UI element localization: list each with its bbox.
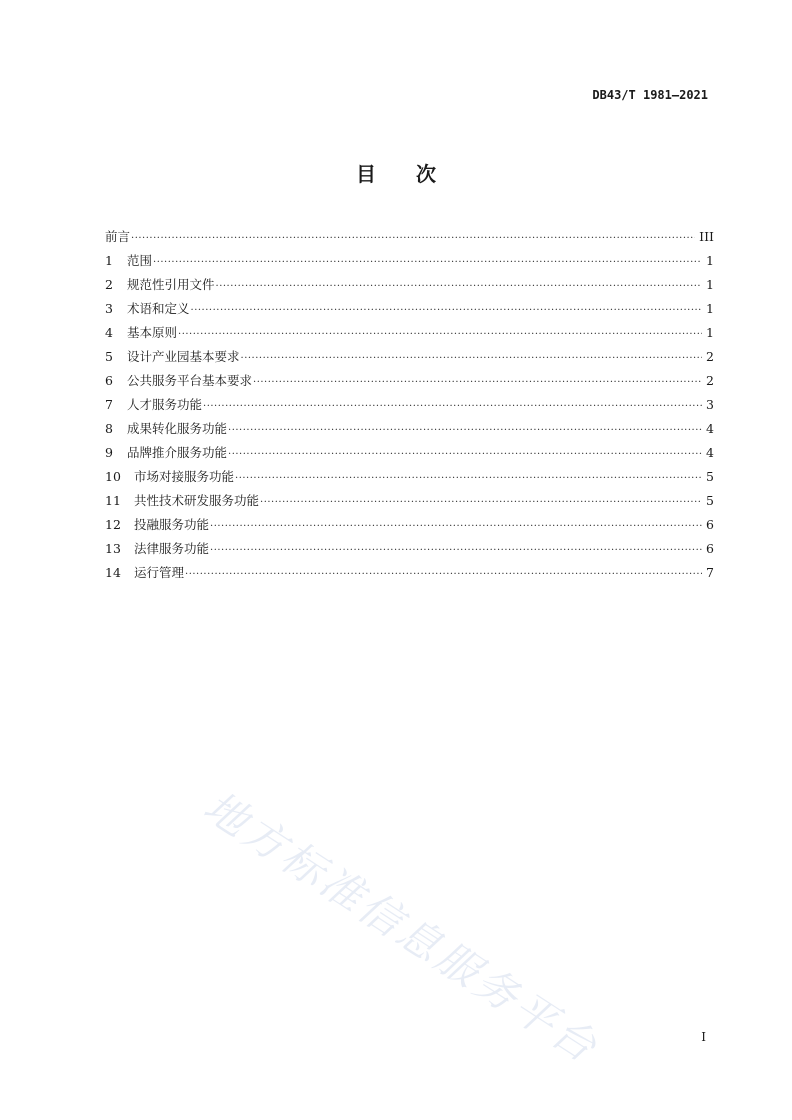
toc-leader-dots [131,227,695,251]
toc-leader-dots [228,419,702,443]
toc-entry-label: 共性技术研发服务功能 [134,493,260,508]
toc-entry-number: 1 [105,253,113,268]
toc-entry-number: 4 [105,325,113,340]
watermark: 地方标准信息服务平台 [195,781,608,1074]
toc-leader-dots [153,251,702,275]
toc-entry-number: 13 [105,541,121,556]
toc-entry-number: 9 [105,445,113,460]
toc-entry-2[interactable] [105,273,714,297]
toc-entry-10[interactable] [105,465,714,489]
toc-entry-5[interactable] [105,345,714,369]
toc-entry-page: 6 [706,541,714,556]
toc-entry-label: 人才服务功能 [127,397,203,412]
toc-entry-number: 8 [105,421,113,436]
document-code: DB43/T 1981—2021 [592,88,708,102]
toc-entry-page: 5 [706,493,714,508]
toc-entry-page: 2 [706,373,714,388]
toc-entry-label: 基本原则 [127,325,178,340]
toc-entry-number: 11 [105,493,121,508]
toc-leader-dots [228,443,702,467]
toc-leader-dots [235,467,702,491]
toc-entry-label: 运行管理 [134,565,185,580]
toc-entry-label: 市场对接服务功能 [134,469,235,484]
toc-entry-page: 2 [706,349,714,364]
toc-leader-dots [191,299,702,323]
toc-entry-number: 10 [105,469,121,484]
toc-entry-label: 范围 [127,253,153,268]
toc-leader-dots [260,491,702,515]
toc-entry-number: 6 [105,373,113,388]
toc-entry-7[interactable] [105,393,714,417]
toc-entry-label: 术语和定义 [127,301,190,316]
toc-entry-page: 6 [706,517,714,532]
toc-title [0,158,792,187]
toc-entry-number: 2 [105,277,113,292]
toc-leader-dots [210,539,702,563]
toc-entry-13[interactable] [105,537,714,561]
toc-entry-label: 公共服务平台基本要求 [127,373,253,388]
toc-entry-12[interactable] [105,513,714,537]
toc-entry-page: III [699,229,714,244]
toc-leader-dots [185,563,702,587]
toc-entry-page: 1 [706,325,714,340]
toc-entry-14[interactable] [105,561,714,585]
toc-entry-9[interactable] [105,441,714,465]
toc-entry-label: 设计产业园基本要求 [127,349,240,364]
toc-title-part1: 目 [356,162,376,186]
toc-entry-4[interactable] [105,321,714,345]
toc-entry-page: 1 [706,253,714,268]
toc-title-part2: 次 [416,162,436,186]
toc-entry-11[interactable] [105,489,714,513]
toc-leader-dots [216,275,702,299]
toc-entry-number: 5 [105,349,113,364]
toc-leader-dots [210,515,702,539]
toc-entry-label: 投融服务功能 [134,517,210,532]
toc-entry-number: 12 [105,517,121,532]
toc-entry-6[interactable] [105,369,714,393]
toc-entry-number: 3 [105,301,113,316]
toc-entry-3[interactable] [105,297,714,321]
table-of-contents [105,225,714,585]
toc-entry-label: 品牌推介服务功能 [127,445,228,460]
toc-entry-page: 4 [706,421,714,436]
toc-leader-dots [203,395,702,419]
toc-entry-8[interactable] [105,417,714,441]
toc-entry-page: 5 [706,469,714,484]
toc-entry-page: 1 [706,277,714,292]
toc-entry-foreword[interactable] [105,225,714,249]
toc-leader-dots [241,347,702,371]
toc-entry-label: 前言 [105,229,131,244]
toc-entry-page: 1 [706,301,714,316]
toc-entry-number: 7 [105,397,113,412]
toc-entry-label: 成果转化服务功能 [127,421,228,436]
toc-leader-dots [178,323,702,347]
toc-entry-1[interactable] [105,249,714,273]
toc-entry-label: 法律服务功能 [134,541,210,556]
page-number: I [701,1030,706,1044]
toc-entry-label: 规范性引用文件 [127,277,215,292]
toc-entry-page: 3 [706,397,714,412]
toc-entry-number: 14 [105,565,121,580]
toc-entry-page: 7 [706,565,714,580]
toc-leader-dots [253,371,702,395]
toc-entry-page: 4 [706,445,714,460]
